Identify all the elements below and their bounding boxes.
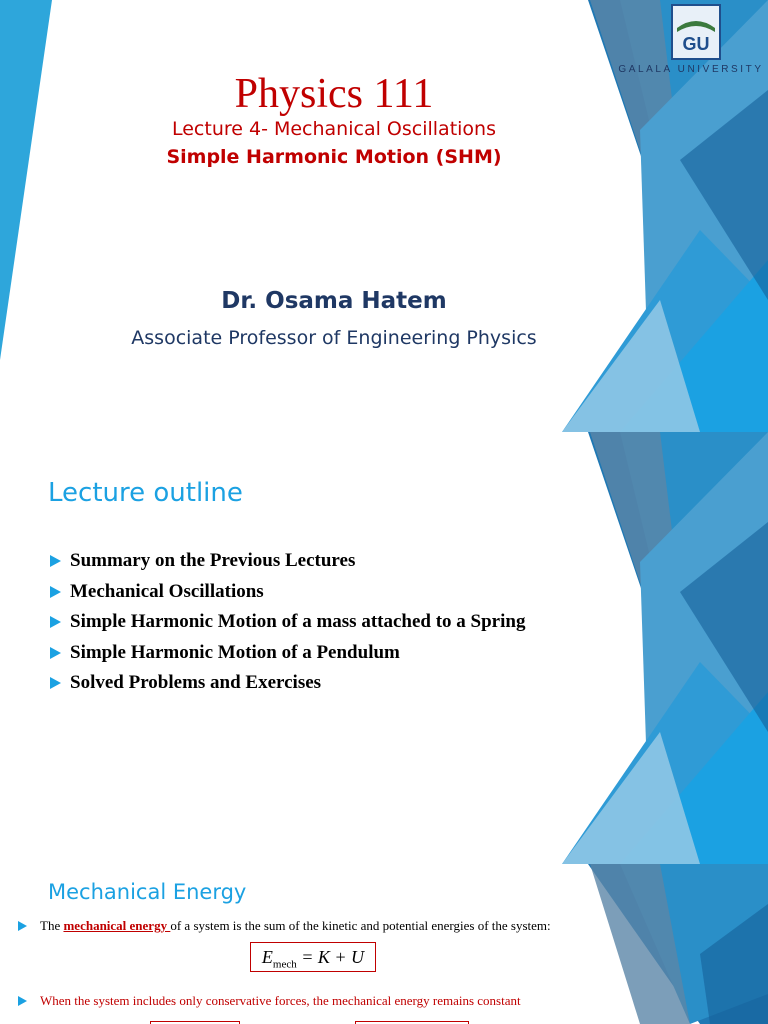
- bullet-triangle-icon: [18, 921, 27, 931]
- outline-item-text: Simple Harmonic Motion of a Pendulum: [70, 641, 400, 663]
- energy-equation: [250, 942, 376, 972]
- emblem-icon: [673, 6, 719, 58]
- list-item: [48, 642, 525, 673]
- page-title: Physics 111: [234, 71, 434, 117]
- bullet-triangle-icon: [50, 677, 61, 689]
- equation-subscript: mech: [272, 958, 297, 971]
- energy-heading: Mechanical Energy: [48, 880, 247, 904]
- definition-prefix: The: [40, 918, 64, 933]
- bullet-triangle-icon: [50, 586, 61, 598]
- emblem-mark: GU: [682, 34, 710, 54]
- outline-list: [48, 550, 525, 703]
- bullet-triangle-icon: [50, 555, 61, 567]
- bullet-triangle-icon: [50, 616, 61, 628]
- list-item: [48, 581, 525, 612]
- list-item: [48, 550, 525, 581]
- energy-definition: [40, 918, 551, 934]
- university-emblem: [671, 4, 721, 60]
- bullet-triangle-icon: [50, 647, 61, 659]
- author-role: Associate Professor of Engineering Physics: [131, 327, 537, 349]
- author-name: Dr. Osama Hatem: [221, 288, 447, 314]
- topic-subtitle: Simple Harmonic Motion (SHM): [166, 146, 502, 168]
- equation-symbol: E: [261, 947, 273, 967]
- definition-suffix: of a system is the sum of the kinetic and potential energies of the system:: [170, 918, 551, 933]
- outline-item-text: Solved Problems and Exercises: [70, 672, 322, 693]
- title-slide: [0, 0, 768, 432]
- list-item: [48, 611, 525, 642]
- outline-slide: [0, 432, 768, 864]
- definition-term: mechanical energy: [63, 918, 171, 933]
- equation-rhs: = K + U: [296, 947, 365, 967]
- outline-heading: Lecture outline: [48, 478, 243, 508]
- outline-item-text: Mechanical Oscillations: [70, 580, 264, 602]
- bullet-triangle-icon: [18, 996, 27, 1006]
- outline-item-text: Simple Harmonic Motion of a mass attached to a Spring: [70, 611, 526, 632]
- mechanical-energy-slide: [0, 864, 768, 1024]
- logo-text: GALALA UNIVERSITY: [618, 64, 764, 75]
- list-item: [48, 672, 525, 703]
- lecture-subtitle: Lecture 4- Mechanical Oscillations: [171, 118, 496, 140]
- outline-item-text: Summary on the Previous Lectures: [70, 550, 356, 571]
- conservation-statement: When the system includes only conservative forces, the mechanical energy remains constant: [40, 993, 521, 1008]
